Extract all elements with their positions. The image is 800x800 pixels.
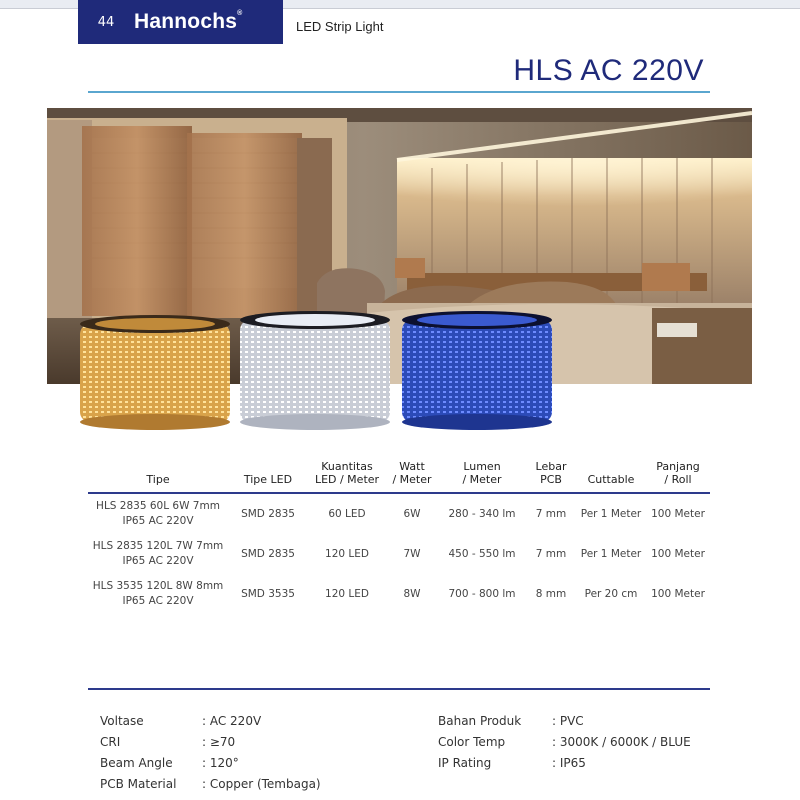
col-header-kuantitas: Kuantitas LED / Meter [308,460,386,493]
spec-item-beam-angle: Beam Angle : 120° [100,755,239,770]
specs-right-list [438,710,691,773]
cell-kuantitas: 120 LED [325,547,369,560]
cell-watt: 7W [403,547,421,560]
cell-tipe-led: SMD 2835 [241,547,295,560]
table-row [88,574,710,614]
cell-watt: 8W [403,587,421,600]
spec-item-cri: CRI : ≥70 [100,734,236,749]
category-label: LED Strip Light [296,19,384,34]
registered-mark: ® [237,10,243,17]
cell-watt: 6W [403,507,421,520]
brand-logo [134,10,242,34]
col-header-lumen: Lumen / Meter [438,460,526,493]
cell-panjang: 100 Meter [651,507,705,520]
spec-item-ip-rating: IP Rating : IP65 [438,755,586,770]
cell-kuantitas: 60 LED [328,507,366,520]
cell-cuttable: Per 1 Meter [580,507,642,520]
cell-lebar: 7 mm [535,507,567,520]
table-header-row [88,460,710,493]
title-underline [88,91,710,93]
spec-item-color-temp: Color Temp : 3000K / 6000K / BLUE [438,734,691,749]
reel-warm-white-icon [80,315,230,430]
cell-lebar: 7 mm [535,547,567,560]
col-header-cuttable: Cuttable [576,460,646,493]
spec-item-voltase: Voltase : AC 220V [100,713,262,728]
cell-kuantitas: 120 LED [325,587,369,600]
reel-blue-icon [402,311,552,430]
cell-lumen: 280 - 340 lm [448,507,516,520]
page-number: 44 [97,14,115,30]
cell-tipe: HLS 2835 60L 6W 7mm IP65 AC 220V [96,500,220,527]
cell-tipe-led: SMD 2835 [241,507,295,520]
cell-cuttable: Per 1 Meter [580,547,642,560]
table-row [88,493,710,534]
cell-tipe-led: SMD 3535 [241,587,295,600]
cell-lebar: 8 mm [535,587,567,600]
cell-lumen: 450 - 550 lm [448,547,516,560]
cell-panjang: 100 Meter [651,547,705,560]
col-header-lebar: Lebar PCB [526,460,576,493]
spec-item-bahan-produk: Bahan Produk : PVC [438,713,584,728]
table-row [88,534,710,574]
specs-left-list [100,710,321,794]
cell-cuttable: Per 20 cm [584,587,638,600]
brand-header-tab [78,0,283,44]
col-header-tipe: Tipe [88,460,228,493]
spec-item-pcb-material: PCB Material : Copper (Tembaga) [100,776,321,791]
col-header-tipe-led: Tipe LED [228,460,308,493]
product-title: HLS AC 220V [513,54,704,87]
reel-cool-white-icon [240,311,390,430]
led-reels [70,310,570,430]
cell-lumen: 700 - 800 lm [448,587,516,600]
specs-divider [88,688,710,690]
col-header-panjang: Panjang / Roll [646,460,710,493]
spec-table [88,460,710,614]
cell-tipe: HLS 3535 120L 8W 8mm IP65 AC 220V [92,580,224,607]
cell-panjang: 100 Meter [651,587,705,600]
col-header-watt: Watt / Meter [386,460,438,493]
brand-name: Hannochs [134,10,238,33]
cell-tipe: HLS 2835 120L 7W 7mm IP65 AC 220V [92,540,224,567]
